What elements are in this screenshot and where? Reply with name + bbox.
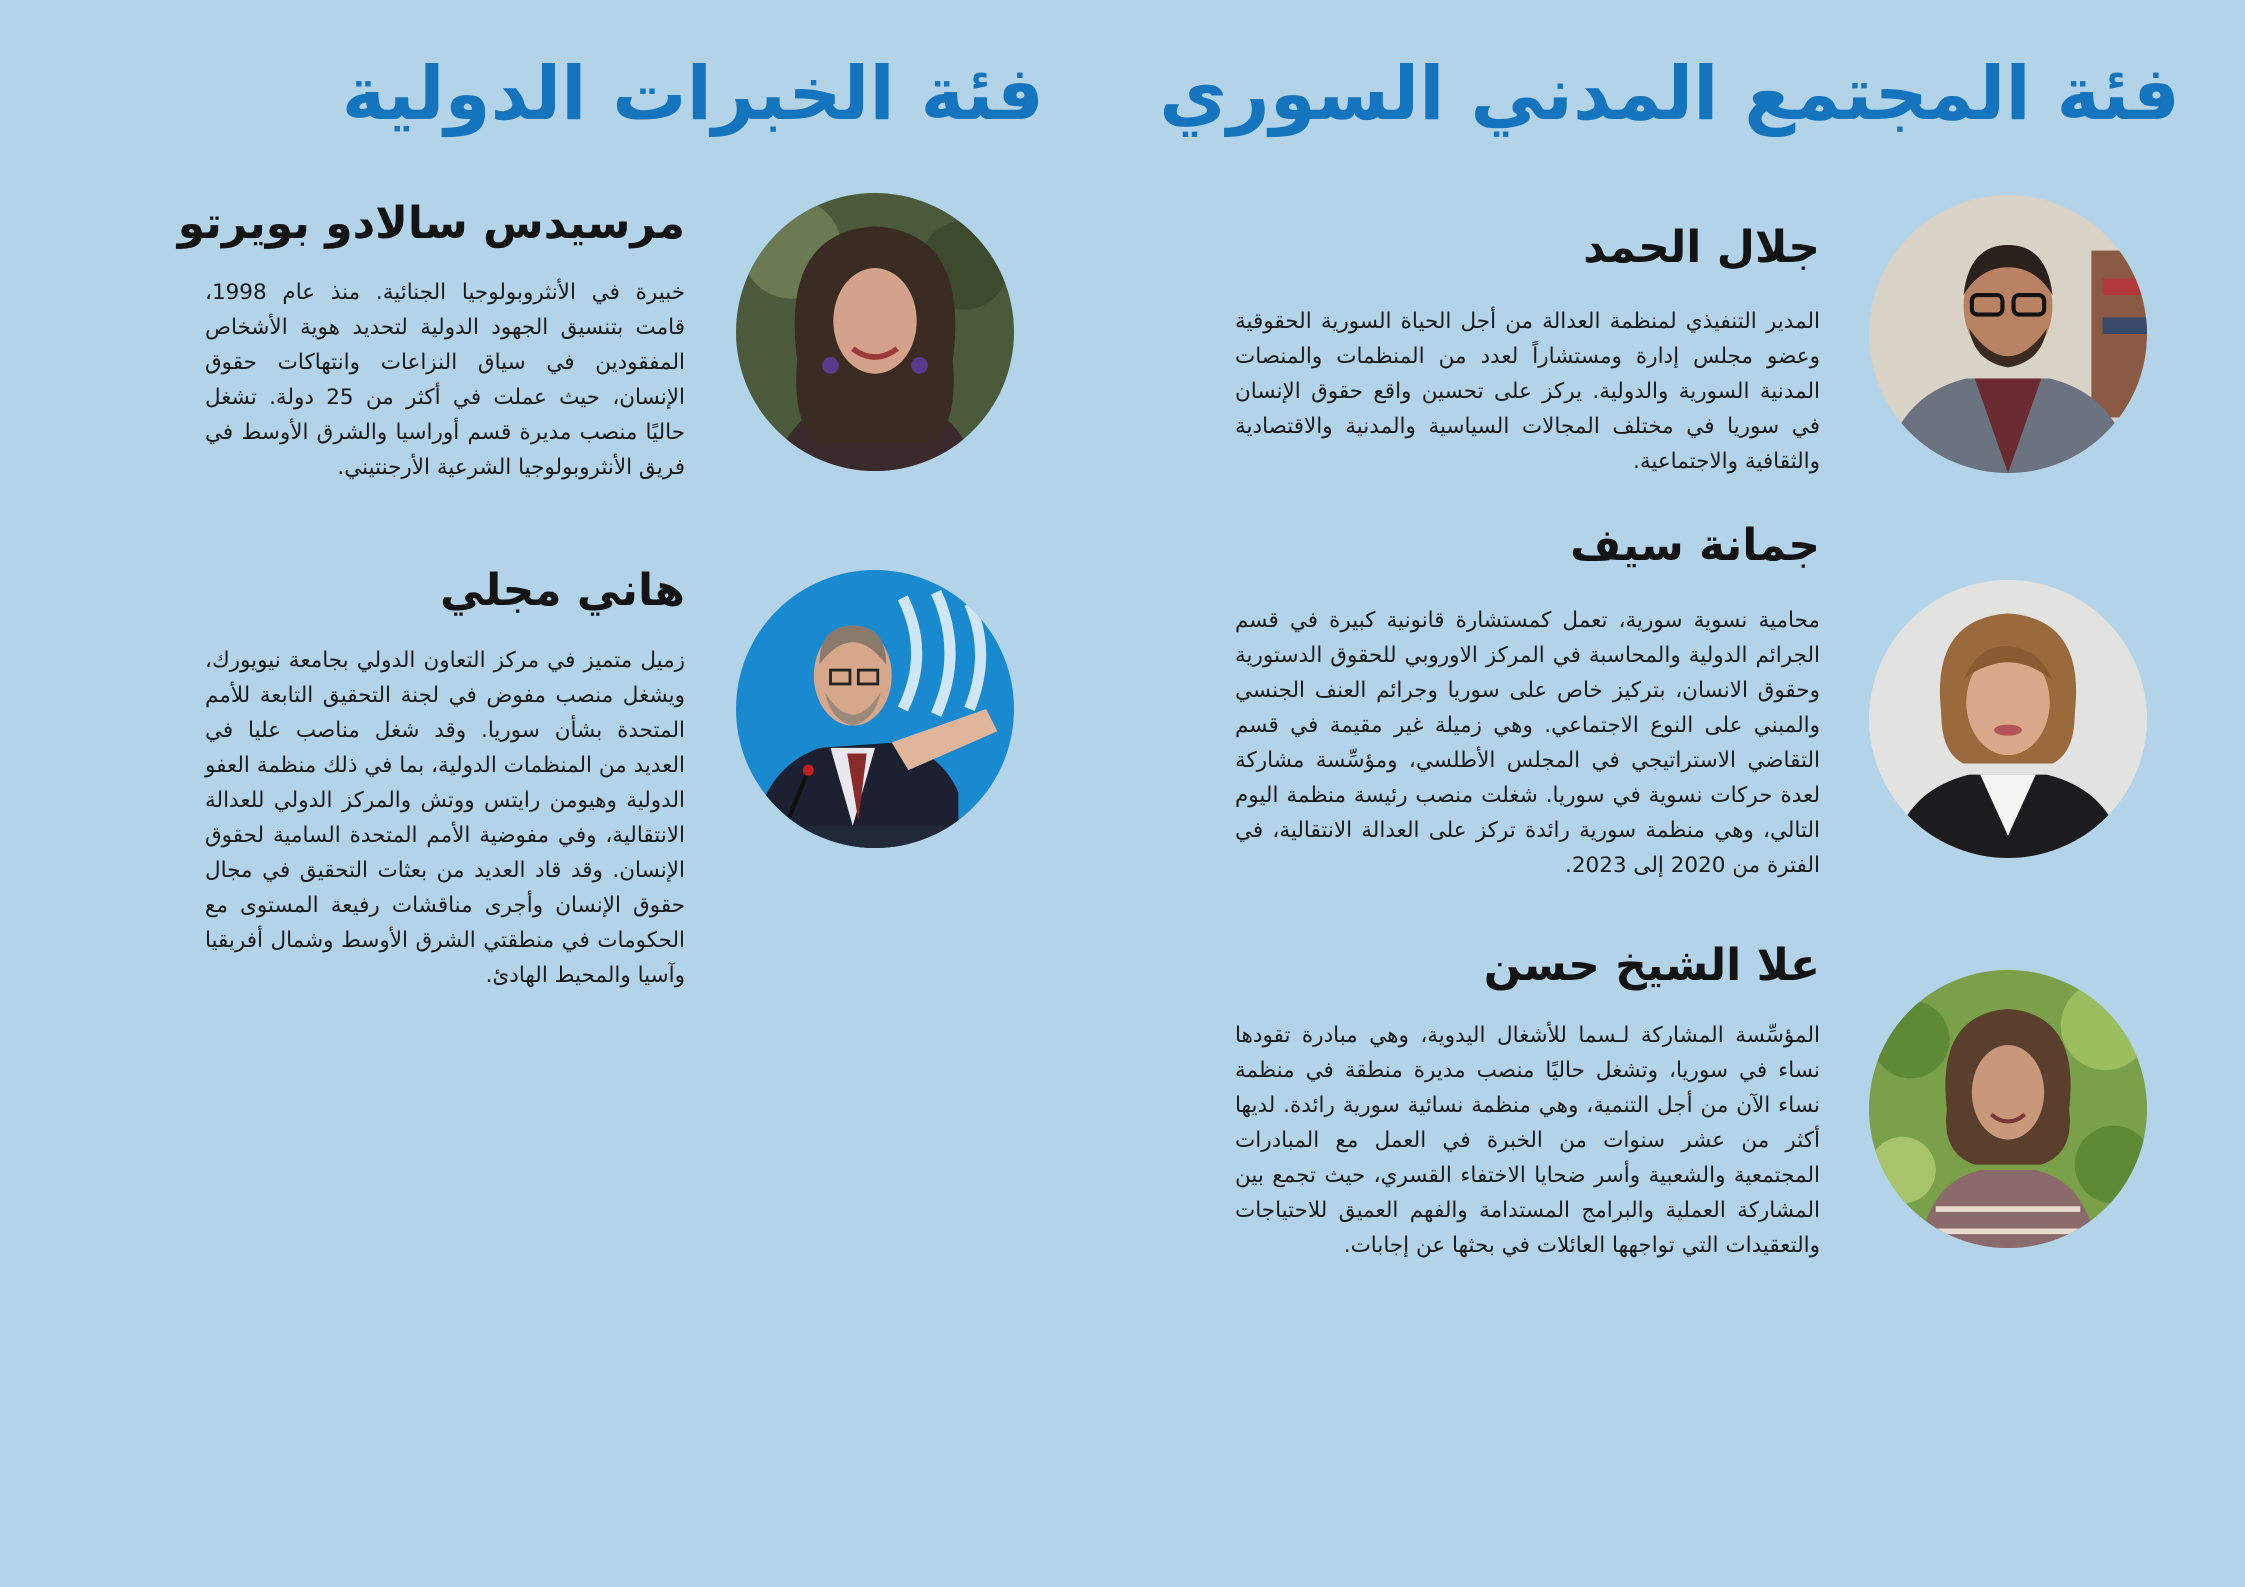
portrait-hanny-megally bbox=[736, 570, 1014, 848]
portrait-jalal-alhamad bbox=[1869, 195, 2147, 473]
person-bio-hanny-megally: زميل متميز في مركز التعاون الدولي بجامعة نيويورك، ويشغل منصب مفوض في لجنة التحقيق التابعة للأمم المتحدة بشأن سوريا. وقد شغل مناصب عليا في العديد من المنظمات الدولية، بما في ذلك منظمة العفو الدولية وهيومن رايتس ووتش والمركز الدولي للعدالة الانتقالية، وفي مفوضية الأمم المتحدة السامية لحقوق الإنسان. وقد قاد العديد من بعثات التحقيق في مجال حقوق الإنسان وأجرى مناقشات رفيعة المستوى مع الحكومات في منطقتي الشرق الأوسط وشمال أفريقيا وآسيا والمحيط الهادئ. bbox=[205, 648, 685, 988]
person-bio-jalal-alhamad: المدير التنفيذي لمنظمة العدالة من أجل الحياة السورية الحقوقية وعضو مجلس إدارة ومستشاراً لعدد من المنظمات والمنصات المدنية السورية والدولية. يركز على تحسين واقع حقوق الإنسان في سوريا في مختلف المجالات السياسية والمدنية والاقتصادية والثقافية والاجتماعية. bbox=[1235, 309, 1820, 474]
portrait-ola-alsheikh-hassan bbox=[1869, 970, 2147, 1248]
person-bio-mercedes-salado-puerto: خبيرة في الأنثروبولوجيا الجنائية. منذ عام 1998، قامت بتنسيق الجهود الدولية لتحديد هوية الأشخاص المفقودين في سياق النزاعات وانتهاكات حقوق الإنسان، حيث عملت في أكثر من 25 دولة. تشغل حاليًا منصب مديرة قسم أوراسيا والشرق الأوسط في فريق الأنثروبولوجيا الشرعية الأرجنتيني. bbox=[205, 280, 685, 480]
person-bio-ola-alsheikh-hassan: المؤسِّسة المشاركة لـسما للأشغال اليدوية، وهي مبادرة تقودها نساء في سوريا، وتشغل حاليًا منصب مديرة منطقة في منظمة نساء الآن من أجل التنمية، وهي منظمة نسائية سورية رائدة. لديها أكثر من عشر سنوات من الخبرة في العمل مع المبادرات المجتمعية والشعبية وأسر ضحايا الاختفاء القسري، حيث تجمع بين المشاركة العملية والبرامج المستدامة والفهم العميق للاحتياجات والتعقيدات التي تواجهها العائلات في بحثها عن إجابات. bbox=[1235, 1023, 1820, 1258]
person-name-mercedes-salado-puerto: مرسيدس سالادو بويرتو bbox=[177, 198, 685, 249]
person-name-hanny-megally: هاني مجلي bbox=[440, 565, 685, 616]
person-name-joumana-seif: جمانة سيف bbox=[1570, 520, 1820, 571]
international-section-title: فئة الخبرات الدولية bbox=[341, 51, 1044, 137]
person-bio-joumana-seif: محامية نسوية سورية، تعمل كمستشارة قانونية كبيرة في قسم الجرائم الدولية والمحاسبة في المركز الاوروبي للحقوق الدستورية وحقوق الانسان، بتركيز خاص على سوريا وجرائم العنف الجنسي والمبني على النوع الاجتماعي. وهي زميلة غير مقيمة في قسم التقاضي الاستراتيجي في المجلس الأطلسي، ومؤسِّسة مشاركة لعدة حركات نسوية في سوريا. شغلت منصب رئيسة منظمة اليوم التالي، وهي منظمة سورية رائدة تركز على العدالة الانتقالية، في الفترة من 2020 إلى 2023. bbox=[1235, 608, 1820, 878]
person-name-jalal-alhamad: جلال الحمد bbox=[1583, 222, 1820, 273]
portrait-joumana-seif bbox=[1869, 580, 2147, 858]
person-name-ola-alsheikh-hassan: علا الشيخ حسن bbox=[1483, 940, 1820, 991]
syrian-section-title: فئة المجتمع المدني السوري bbox=[1159, 51, 2180, 137]
portrait-mercedes-salado-puerto bbox=[736, 193, 1014, 471]
